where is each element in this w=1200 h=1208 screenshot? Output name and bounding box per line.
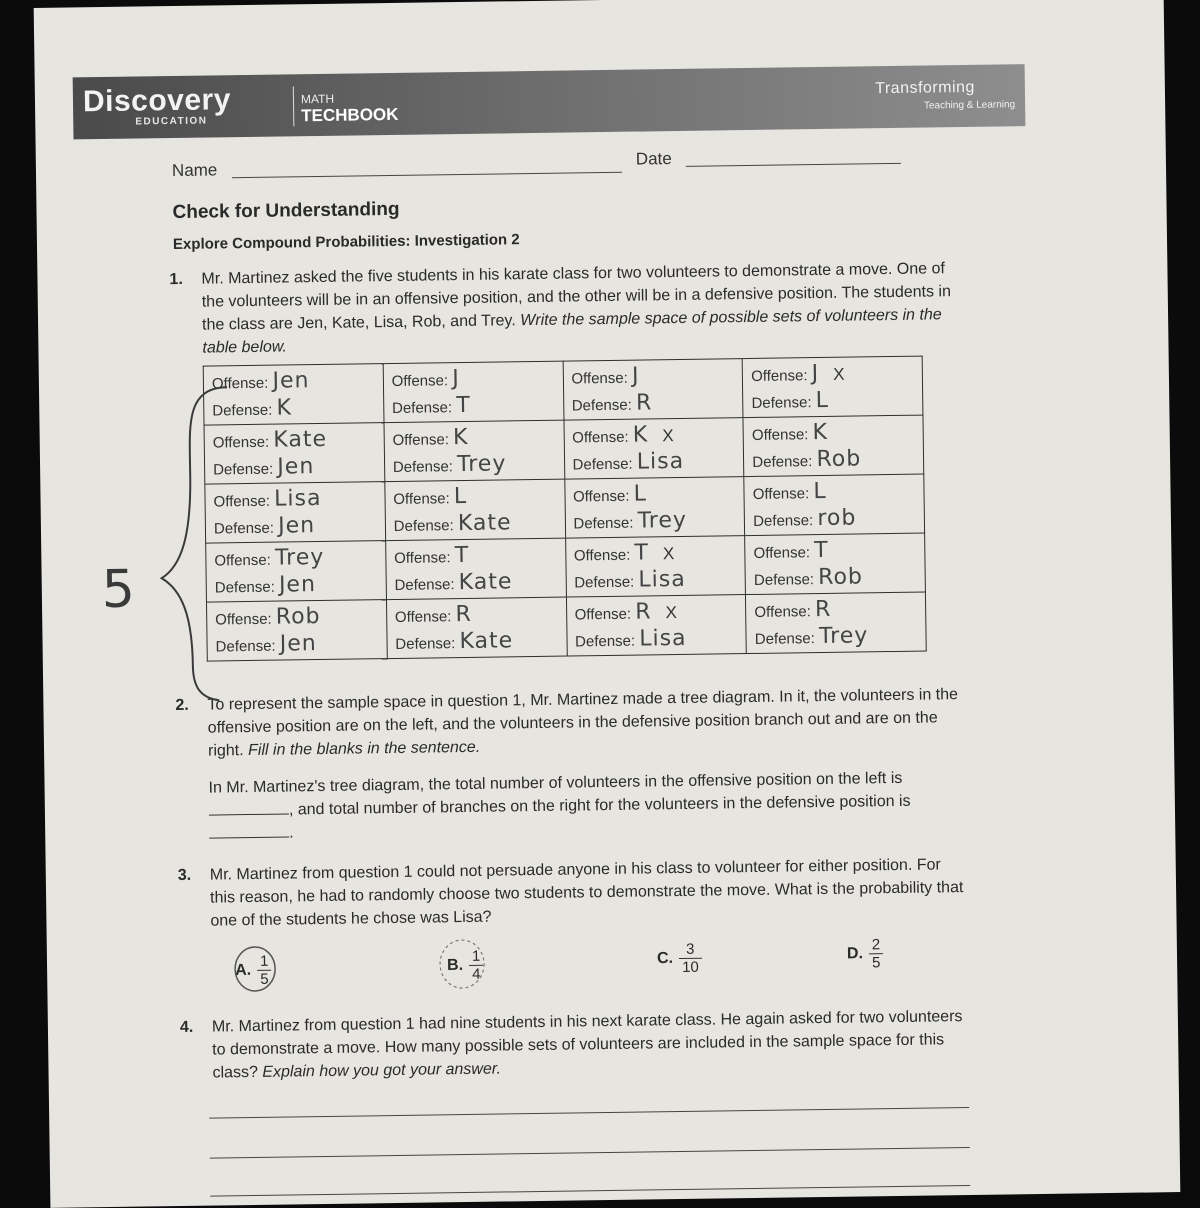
defense-line — [215, 629, 378, 658]
defense-line — [392, 391, 555, 420]
defense-value: Kate — [459, 569, 513, 595]
table-cell[interactable] — [205, 482, 386, 544]
name-field[interactable] — [232, 172, 622, 178]
defense-value: Lisa — [638, 567, 686, 593]
offense-value: T — [634, 540, 649, 565]
offense-label: Offense: — [392, 372, 449, 390]
offense-value: L — [454, 484, 468, 509]
table-cell[interactable] — [745, 533, 926, 595]
offense-value: Jen — [272, 368, 309, 394]
offense-line — [213, 425, 376, 454]
defense-label: Defense: — [575, 633, 635, 651]
defense-value: Jen — [278, 513, 315, 539]
offense-line — [574, 538, 737, 567]
offense-label: Offense: — [395, 608, 452, 626]
fraction-numerator: 3 — [679, 941, 702, 959]
offense-label: Offense: — [214, 552, 271, 570]
defense-value: Trey — [457, 451, 507, 477]
offense-count-blank[interactable] — [209, 813, 289, 815]
defense-line — [572, 388, 735, 417]
defense-label: Defense: — [215, 638, 275, 656]
choice-fraction — [679, 941, 702, 976]
offense-line — [573, 479, 736, 508]
question-2-number: 2. — [175, 694, 189, 717]
defense-label: Defense: — [214, 520, 274, 538]
defense-value: Lisa — [639, 626, 687, 652]
defense-label: Defense: — [392, 399, 452, 417]
choice-fraction — [469, 948, 484, 983]
defense-label: Defense: — [212, 402, 272, 420]
table-cell[interactable] — [383, 361, 564, 423]
question-2-sentence-end: . — [289, 824, 294, 841]
offense-line — [754, 595, 917, 624]
table-cell[interactable] — [203, 364, 384, 426]
defense-value: Jen — [279, 572, 316, 598]
table-cell[interactable] — [204, 423, 385, 485]
defense-value: Jen — [277, 454, 314, 480]
defense-label: Defense: — [573, 515, 633, 533]
offense-label: Offense: — [392, 431, 449, 449]
defense-line — [574, 565, 737, 594]
choice-letter: C. — [657, 950, 673, 967]
offense-value: J — [452, 366, 460, 391]
defense-value: rob — [817, 506, 856, 532]
offense-line — [395, 600, 558, 629]
table-cell[interactable] — [566, 595, 747, 657]
fraction-denominator: 5 — [257, 971, 272, 988]
name-label: Name — [172, 160, 218, 181]
table-cell[interactable] — [565, 536, 746, 598]
offense-value: Rob — [276, 604, 321, 630]
question-2-text: To represent the sample space in question 1, Mr. Martinez made a tree diagram. In it, the volunteers in the offensive position are on the left, and the volunteers in the defensive position branch out and are on the right. — [207, 686, 958, 759]
table-row — [206, 592, 926, 661]
question-1 — [169, 257, 960, 360]
defense-line — [573, 506, 736, 535]
defense-line — [751, 386, 914, 415]
offense-label: Offense: — [754, 603, 811, 621]
defense-value: Trey — [637, 508, 687, 534]
cross-mark: X — [663, 544, 675, 563]
defense-value: Rob — [818, 564, 863, 590]
choice-fraction — [869, 936, 884, 971]
tagline: Transforming — [875, 79, 975, 98]
offense-line — [215, 602, 378, 631]
offense-line — [752, 418, 915, 447]
defense-line — [395, 627, 558, 656]
sample-space-table — [203, 356, 927, 662]
defense-label: Defense: — [753, 512, 813, 530]
question-2-sentence-part2: , and total number of branches on the right for the volunteers in the defensive position is — [289, 793, 911, 819]
defense-value: K — [276, 395, 292, 420]
brand-logo: Discovery — [83, 83, 231, 119]
choice-letter: A. — [235, 962, 251, 979]
offense-line — [394, 541, 557, 570]
answer-line-3[interactable] — [210, 1185, 970, 1197]
question-4-instruction: Explain how you got your answer. — [262, 1061, 501, 1081]
offense-label: Offense: — [215, 611, 272, 629]
offense-line — [571, 361, 734, 390]
offense-label: Offense: — [751, 367, 808, 385]
fraction-numerator: 2 — [869, 936, 884, 954]
defense-label: Defense: — [395, 635, 455, 653]
table-cell[interactable] — [564, 477, 745, 539]
defense-label: Defense: — [751, 394, 811, 412]
offense-value: Kate — [273, 427, 327, 453]
table-cell[interactable] — [385, 479, 566, 541]
defense-line — [753, 504, 916, 533]
offense-value: K — [453, 425, 469, 450]
fraction-denominator: 5 — [869, 954, 884, 971]
defense-line — [214, 511, 377, 540]
choice-letter: D. — [847, 945, 863, 962]
defense-label: Defense: — [754, 571, 814, 589]
offense-value: K — [812, 420, 828, 445]
offense-label: Offense: — [393, 490, 450, 508]
defense-label: Defense: — [393, 458, 453, 476]
offense-label: Offense: — [574, 547, 631, 565]
question-4-number: 4. — [180, 1016, 194, 1039]
offense-value: T — [455, 543, 470, 568]
defense-line — [212, 393, 375, 422]
table-cell[interactable] — [743, 415, 924, 477]
question-4 — [180, 1005, 971, 1085]
defense-line — [394, 568, 557, 597]
table-row — [206, 533, 926, 602]
offense-line — [212, 366, 375, 395]
cross-mark: X — [833, 365, 845, 384]
product-line-2: TECHBOOK — [301, 105, 399, 126]
offense-value: T — [814, 538, 829, 563]
page-subtitle: Explore Compound Probabilities: Investigation 2 — [173, 231, 520, 253]
offense-line — [574, 597, 737, 626]
defense-value: Rob — [816, 446, 861, 472]
question-2-instruction: Fill in the blanks in the sentence. — [248, 739, 480, 759]
answer-line-2[interactable] — [210, 1147, 970, 1159]
table-cell[interactable] — [206, 600, 387, 662]
offense-line — [214, 543, 377, 572]
defense-label: Defense: — [572, 456, 632, 474]
defense-label: Defense: — [752, 453, 812, 471]
defense-value: Lisa — [637, 449, 685, 475]
choice-fraction — [257, 953, 272, 988]
table-cell[interactable] — [742, 356, 923, 418]
defense-label: Defense: — [394, 517, 454, 535]
defense-label: Defense: — [755, 630, 815, 648]
fraction-numerator: 1 — [469, 948, 484, 966]
offense-line — [753, 536, 916, 565]
defense-label: Defense: — [574, 574, 634, 592]
answer-line-1[interactable] — [209, 1107, 969, 1119]
offense-value: R — [815, 597, 832, 622]
offense-value: R — [455, 602, 472, 627]
date-label: Date — [636, 149, 672, 169]
offense-label: Offense: — [752, 426, 809, 444]
fraction-denominator: 4 — [469, 966, 484, 983]
defense-line — [752, 445, 915, 474]
question-1-instruction: Write the sample space of possible sets of volunteers in the table below. — [202, 306, 942, 356]
answer-choices — [34, 0, 1164, 8]
banner-divider — [293, 86, 295, 126]
defense-value: R — [636, 390, 653, 415]
offense-value: R — [635, 599, 652, 624]
question-4-text: Mr. Martinez from question 1 had nine students in his next karate class. He again asked for two volunteers to demonstrate a move. How many possible sets of volunteers are included in the sample space for this class? — [212, 1008, 963, 1081]
question-3-number: 3. — [178, 864, 192, 887]
tagline-sub: Teaching & Learning — [924, 99, 1015, 111]
offense-line — [572, 420, 735, 449]
table-cell[interactable] — [386, 597, 567, 659]
date-field[interactable] — [686, 163, 901, 167]
table-cell[interactable] — [746, 592, 927, 654]
cross-mark: X — [665, 603, 677, 622]
cross-mark: X — [662, 426, 674, 445]
table-cell[interactable] — [384, 420, 565, 482]
defense-line — [755, 622, 918, 651]
offense-line — [392, 423, 555, 452]
brand-subtitle: EDUCATION — [135, 116, 207, 128]
offense-value: Trey — [275, 545, 325, 571]
offense-value: Lisa — [274, 486, 322, 512]
defense-label: Defense: — [215, 579, 275, 597]
defense-label: Defense: — [213, 461, 273, 479]
offense-line — [751, 359, 914, 388]
question-1-number: 1. — [169, 268, 183, 291]
offense-label: Offense: — [753, 485, 810, 503]
choice-letter: B. — [447, 957, 463, 974]
product-line-1: MATH — [301, 92, 334, 106]
defense-value: Trey — [819, 623, 869, 649]
question-3-text: Mr. Martinez from question 1 could not persuade anyone in his class to volunteer for either position. For this reason, he had to randomly choose two students to demonstrate the move. What is the probability that one of the students he chose was Lisa? — [210, 853, 969, 933]
defense-line — [754, 563, 917, 592]
table-cell[interactable] — [385, 538, 566, 600]
answer-choice-b[interactable] — [447, 948, 484, 984]
defense-value: T — [456, 393, 471, 418]
offense-value: L — [633, 481, 647, 506]
defense-label: Defense: — [394, 576, 454, 594]
offense-value: J — [812, 361, 820, 386]
answer-choice-a[interactable] — [235, 953, 272, 989]
offense-label: Offense: — [753, 544, 810, 562]
answer-choice-c[interactable] — [657, 941, 702, 977]
fraction-denominator: 10 — [679, 959, 702, 976]
offense-label: Offense: — [213, 434, 270, 452]
fraction-numerator: 1 — [257, 953, 272, 971]
defense-value: Kate — [458, 510, 512, 536]
defense-value: L — [816, 388, 830, 413]
defense-line — [393, 450, 556, 479]
offense-label: Offense: — [394, 549, 451, 567]
defense-line — [213, 452, 376, 481]
offense-label: Offense: — [573, 488, 630, 506]
defense-line — [215, 570, 378, 599]
offense-label: Offense: — [575, 606, 632, 624]
offense-label: Offense: — [213, 493, 270, 511]
table-row — [204, 415, 924, 484]
defense-label: Defense: — [572, 397, 632, 415]
defense-line — [575, 624, 738, 653]
question-2 — [175, 683, 967, 846]
table-cell[interactable] — [206, 541, 387, 603]
table-cell[interactable] — [563, 359, 744, 421]
table-row — [203, 356, 923, 425]
table-cell[interactable] — [744, 474, 925, 536]
offense-line — [391, 364, 554, 393]
table-cell[interactable] — [563, 418, 744, 480]
defense-line — [572, 447, 735, 476]
offense-label: Offense: — [212, 375, 269, 393]
defense-value: Kate — [459, 628, 513, 654]
offense-label: Offense: — [572, 429, 629, 447]
question-3 — [178, 853, 969, 933]
offense-value: K — [633, 422, 649, 447]
table-row — [205, 474, 925, 543]
offense-line — [213, 484, 376, 513]
defense-value: Jen — [280, 631, 317, 657]
offense-line — [753, 477, 916, 506]
offense-line — [393, 482, 556, 511]
defense-branch-blank[interactable] — [209, 836, 289, 838]
offense-label: Offense: — [571, 370, 628, 388]
offense-value: J — [632, 364, 640, 389]
margin-note: 5 — [101, 560, 135, 620]
question-2-sentence-part1: In Mr. Martinez's tree diagram, the total number of volunteers in the offensive position on the left is — [208, 770, 902, 797]
answer-choice-d[interactable] — [847, 936, 884, 972]
question-1-text: Mr. Martinez asked the five students in his karate class for two volunteers to demonstrate a move. One of the volunteers will be in an offensive position, and the other will be in a defensive position. The students in the class are Jen, Kate, Lisa, Rob, and Trey. — [201, 260, 951, 333]
defense-line — [393, 509, 556, 538]
page-title: Check for Understanding — [172, 199, 399, 224]
worksheet-page — [34, 0, 1181, 1208]
offense-value: L — [813, 479, 827, 504]
header-banner — [73, 64, 1026, 139]
